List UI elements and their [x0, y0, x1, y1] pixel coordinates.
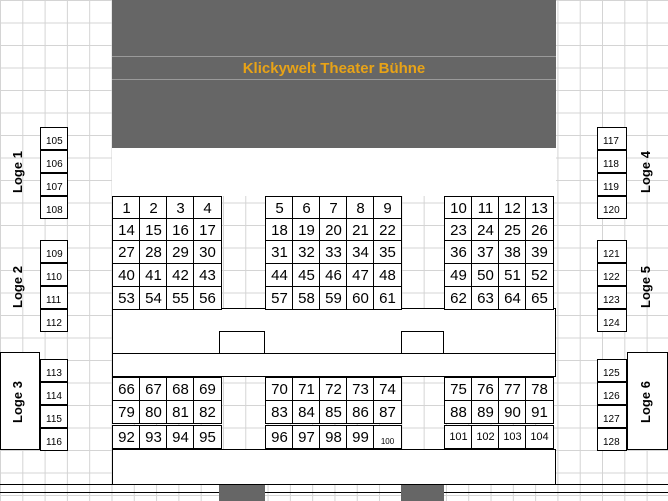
seat-17[interactable]: 17 [193, 218, 222, 242]
seat-57[interactable]: 57 [265, 286, 294, 310]
box-seat-105[interactable]: 105 [40, 127, 68, 150]
seat-96[interactable]: 96 [265, 425, 294, 449]
seat-45[interactable]: 45 [292, 263, 321, 287]
seat-97[interactable]: 97 [292, 425, 321, 449]
seat-71[interactable]: 71 [292, 377, 321, 401]
box-seat-127[interactable]: 127 [597, 405, 627, 428]
seat-77[interactable]: 77 [498, 377, 527, 401]
front-aisle [112, 148, 556, 196]
aisle-box-left [219, 331, 265, 354]
seat-24[interactable]: 24 [471, 218, 500, 242]
box-seat-124[interactable]: 124 [597, 309, 627, 332]
seat-27[interactable]: 27 [112, 240, 141, 264]
seat-37[interactable]: 37 [471, 240, 500, 264]
seat-9[interactable]: 9 [373, 196, 402, 220]
seat-60[interactable]: 60 [346, 286, 375, 310]
loge-label-3: Loge 3 [10, 381, 25, 423]
box-seat-128[interactable]: 128 [597, 428, 627, 451]
seat-36[interactable]: 36 [444, 240, 473, 264]
seat-52[interactable]: 52 [525, 263, 554, 287]
seat-50[interactable]: 50 [471, 263, 500, 287]
seat-98[interactable]: 98 [319, 425, 348, 449]
seat-10[interactable]: 10 [444, 196, 473, 220]
seat-51[interactable]: 51 [498, 263, 527, 287]
box-seat-111[interactable]: 111 [40, 286, 68, 309]
seat-94[interactable]: 94 [166, 425, 195, 449]
seat-39[interactable]: 39 [525, 240, 554, 264]
box-seat-110[interactable]: 110 [40, 263, 68, 286]
seat-86[interactable]: 86 [346, 400, 375, 424]
seat-68[interactable]: 68 [166, 377, 195, 401]
seat-53[interactable]: 53 [112, 286, 141, 310]
seat-49[interactable]: 49 [444, 263, 473, 287]
seat-88[interactable]: 88 [444, 400, 473, 424]
box-seat-121[interactable]: 121 [597, 240, 627, 263]
box-seat-117[interactable]: 117 [597, 127, 627, 150]
seat-79[interactable]: 79 [112, 400, 141, 424]
seat-103[interactable]: 103 [498, 425, 527, 449]
middle-aisle [112, 308, 556, 354]
seat-85[interactable]: 85 [319, 400, 348, 424]
seat-48[interactable]: 48 [373, 263, 402, 287]
box-seat-122[interactable]: 122 [597, 263, 627, 286]
seat-83[interactable]: 83 [265, 400, 294, 424]
box-seat-113[interactable]: 113 [40, 359, 68, 382]
loge-label-4: Loge 4 [638, 151, 653, 193]
seat-58[interactable]: 58 [292, 286, 321, 310]
seat-20[interactable]: 20 [319, 218, 348, 242]
box-seat-118[interactable]: 118 [597, 150, 627, 173]
seat-8[interactable]: 8 [346, 196, 375, 220]
seat-3[interactable]: 3 [166, 196, 195, 220]
seat-16[interactable]: 16 [166, 218, 195, 242]
box-seat-126[interactable]: 126 [597, 382, 627, 405]
seat-67[interactable]: 67 [139, 377, 168, 401]
box-seat-116[interactable]: 116 [40, 428, 68, 451]
seat-35[interactable]: 35 [373, 240, 402, 264]
seat-11[interactable]: 11 [471, 196, 500, 220]
seat-65[interactable]: 65 [525, 286, 554, 310]
seat-73[interactable]: 73 [346, 377, 375, 401]
seat-84[interactable]: 84 [292, 400, 321, 424]
loge-label-2: Loge 2 [10, 266, 25, 308]
seat-95[interactable]: 95 [193, 425, 222, 449]
seat-80[interactable]: 80 [139, 400, 168, 424]
seat-2[interactable]: 2 [139, 196, 168, 220]
box-seat-107[interactable]: 107 [40, 173, 68, 196]
seat-30[interactable]: 30 [193, 240, 222, 264]
seat-22[interactable]: 22 [373, 218, 402, 242]
exit-left [219, 485, 265, 501]
seat-104[interactable]: 104 [525, 425, 554, 449]
seat-46[interactable]: 46 [319, 263, 348, 287]
seat-41[interactable]: 41 [139, 263, 168, 287]
seat-99[interactable]: 99 [346, 425, 375, 449]
seat-19[interactable]: 19 [292, 218, 321, 242]
seat-55[interactable]: 55 [166, 286, 195, 310]
seat-62[interactable]: 62 [444, 286, 473, 310]
seat-13[interactable]: 13 [525, 196, 554, 220]
seat-54[interactable]: 54 [139, 286, 168, 310]
seat-92[interactable]: 92 [112, 425, 141, 449]
seat-32[interactable]: 32 [292, 240, 321, 264]
seat-6[interactable]: 6 [292, 196, 321, 220]
seat-78[interactable]: 78 [525, 377, 554, 401]
seat-101[interactable]: 101 [444, 425, 473, 449]
box-seat-114[interactable]: 114 [40, 382, 68, 405]
seat-69[interactable]: 69 [193, 377, 222, 401]
seat-102[interactable]: 102 [471, 425, 500, 449]
stage-title: Klickywelt Theater Bühne [242, 60, 426, 77]
stage-divider [112, 56, 556, 57]
box-seat-106[interactable]: 106 [40, 150, 68, 173]
exit-right [401, 485, 444, 501]
seat-31[interactable]: 31 [265, 240, 294, 264]
seat-64[interactable]: 64 [498, 286, 527, 310]
seat-100[interactable]: 100 [373, 425, 402, 449]
seat-4[interactable]: 4 [193, 196, 222, 220]
seat-93[interactable]: 93 [139, 425, 168, 449]
box-seat-108[interactable]: 108 [40, 196, 68, 219]
floor-line [0, 492, 668, 493]
seat-89[interactable]: 89 [471, 400, 500, 424]
seat-21[interactable]: 21 [346, 218, 375, 242]
seat-75[interactable]: 75 [444, 377, 473, 401]
seat-42[interactable]: 42 [166, 263, 195, 287]
floor-line [0, 484, 668, 485]
seat-72[interactable]: 72 [319, 377, 348, 401]
box-seat-112[interactable]: 112 [40, 309, 68, 332]
seat-43[interactable]: 43 [193, 263, 222, 287]
seat-23[interactable]: 23 [444, 218, 473, 242]
seat-18[interactable]: 18 [265, 218, 294, 242]
seat-66[interactable]: 66 [112, 377, 141, 401]
seat-14[interactable]: 14 [112, 218, 141, 242]
box-seat-115[interactable]: 115 [40, 405, 68, 428]
seat-25[interactable]: 25 [498, 218, 527, 242]
seat-82[interactable]: 82 [193, 400, 222, 424]
seat-44[interactable]: 44 [265, 263, 294, 287]
loge-label-6: Loge 6 [638, 381, 653, 423]
seat-1[interactable]: 1 [112, 196, 141, 220]
lower-front-row [112, 353, 556, 377]
seat-29[interactable]: 29 [166, 240, 195, 264]
seat-15[interactable]: 15 [139, 218, 168, 242]
seat-47[interactable]: 47 [346, 263, 375, 287]
seat-74[interactable]: 74 [373, 377, 402, 401]
seat-38[interactable]: 38 [498, 240, 527, 264]
box-seat-120[interactable]: 120 [597, 196, 627, 219]
seat-81[interactable]: 81 [166, 400, 195, 424]
seat-26[interactable]: 26 [525, 218, 554, 242]
seat-61[interactable]: 61 [373, 286, 402, 310]
loge-label-5: Loge 5 [638, 266, 653, 308]
seat-63[interactable]: 63 [471, 286, 500, 310]
seat-5[interactable]: 5 [265, 196, 294, 220]
seat-40[interactable]: 40 [112, 263, 141, 287]
seat-33[interactable]: 33 [319, 240, 348, 264]
seat-56[interactable]: 56 [193, 286, 222, 310]
seat-90[interactable]: 90 [498, 400, 527, 424]
back-aisle [112, 449, 556, 485]
box-seat-125[interactable]: 125 [597, 359, 627, 382]
seat-91[interactable]: 91 [525, 400, 554, 424]
box-seat-123[interactable]: 123 [597, 286, 627, 309]
seat-7[interactable]: 7 [319, 196, 348, 220]
seat-28[interactable]: 28 [139, 240, 168, 264]
seat-76[interactable]: 76 [471, 377, 500, 401]
box-seat-109[interactable]: 109 [40, 240, 68, 263]
seat-70[interactable]: 70 [265, 377, 294, 401]
aisle-box-right [401, 331, 444, 354]
seat-34[interactable]: 34 [346, 240, 375, 264]
seat-59[interactable]: 59 [319, 286, 348, 310]
seat-12[interactable]: 12 [498, 196, 527, 220]
box-seat-119[interactable]: 119 [597, 173, 627, 196]
seat-87[interactable]: 87 [373, 400, 402, 424]
loge-label-1: Loge 1 [10, 151, 25, 193]
